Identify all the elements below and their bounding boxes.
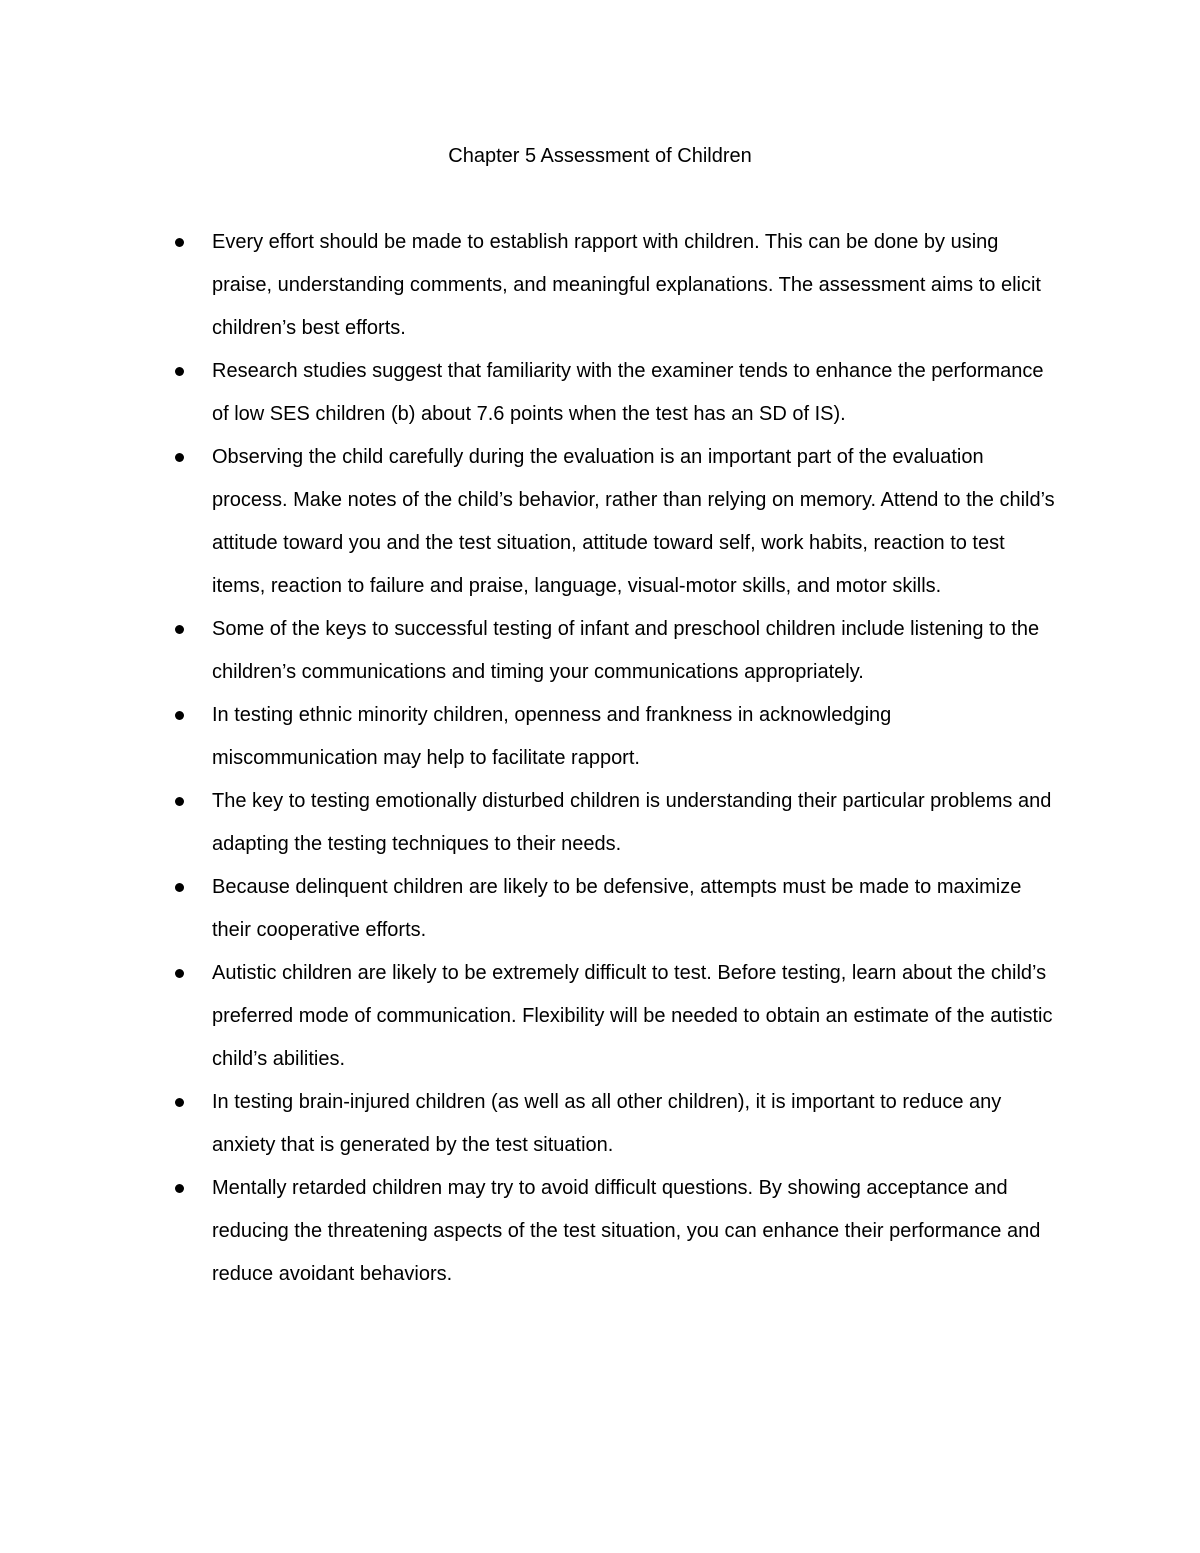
- bullet-list: [212, 221, 1062, 1296]
- list-item-text: Autistic children are likely to be extremely difficult to test. Before testing, learn about the child’s preferred mode of communication. Flexibility will be needed to obtain an estimate of the autistic child’s abilities.: [212, 962, 1053, 1070]
- bullet-icon: [175, 1184, 184, 1193]
- list-item-text: The key to testing emotionally disturbed children is understanding their particular problems and adapting the testing techniques to their needs.: [212, 790, 1052, 855]
- list-item-text: Mentally retarded children may try to avoid difficult questions. By showing acceptance and reducing the threatening aspects of the test situation, you can enhance their performance and reduce avoidant behaviors.: [212, 1177, 1041, 1285]
- bullet-icon: [175, 367, 184, 376]
- page-title: Chapter 5 Assessment of Children: [448, 145, 752, 167]
- list-item: [212, 436, 1062, 608]
- list-item: [212, 608, 1062, 694]
- list-item-text: In testing ethnic minority children, openness and frankness in acknowledging miscommunication may help to facilitate rapport.: [212, 704, 892, 769]
- list-item: [212, 780, 1062, 866]
- bullet-icon: [175, 797, 184, 806]
- bullet-icon: [175, 625, 184, 634]
- list-item-text: Some of the keys to successful testing of infant and preschool children include listening to the children’s communications and timing your communications appropriately.: [212, 618, 1040, 683]
- list-item: [212, 1081, 1062, 1167]
- list-item: [212, 350, 1062, 436]
- bullet-icon: [175, 453, 184, 462]
- bullet-icon: [175, 969, 184, 978]
- bullet-icon: [175, 711, 184, 720]
- list-item: [212, 952, 1062, 1081]
- bullet-icon: [175, 238, 184, 247]
- list-item: [212, 1167, 1062, 1296]
- bullet-icon: [175, 1098, 184, 1107]
- list-item-text: Every effort should be made to establish rapport with children. This can be done by using praise, understanding comments, and meaningful explanations. The assessment aims to elicit children’s best efforts.: [212, 231, 1041, 339]
- list-item: [212, 694, 1062, 780]
- list-item: [212, 221, 1062, 350]
- list-item-text: In testing brain-injured children (as well as all other children), it is important to reduce any anxiety that is generated by the test situation.: [212, 1091, 1002, 1156]
- bullet-icon: [175, 883, 184, 892]
- list-item-text: Research studies suggest that familiarity with the examiner tends to enhance the performance of low SES children (b) about 7.6 points when the test has an SD of IS).: [212, 360, 1044, 425]
- list-item-text: Because delinquent children are likely to be defensive, attempts must be made to maximize their cooperative efforts.: [212, 876, 1022, 941]
- list-item-text: Observing the child carefully during the evaluation is an important part of the evaluation process. Make notes of the child’s behavior, rather than relying on memory. Attend to the child’s attitude toward you and the test situation, attitude toward self, work habits, reaction to test items, reaction to failure and praise, language, visual-motor skills, and motor skills.: [212, 446, 1055, 597]
- list-item: [212, 866, 1062, 952]
